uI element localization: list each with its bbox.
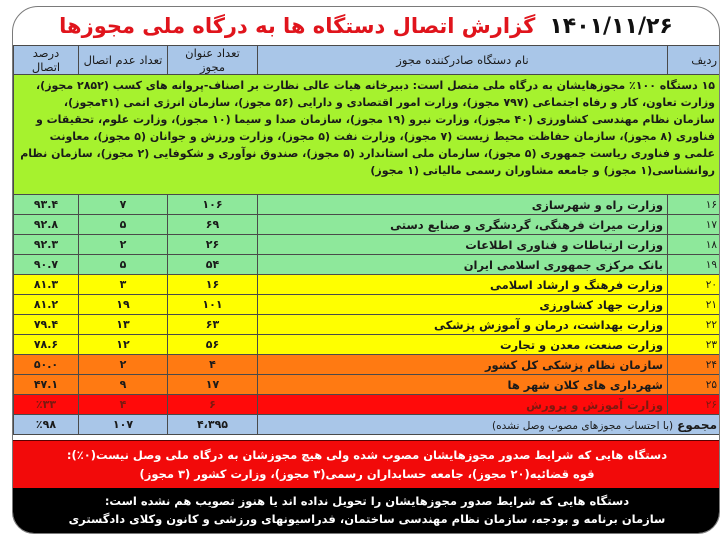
table-row	[14, 335, 720, 355]
table-header-row	[14, 46, 720, 75]
row-number-cell: ۲۴	[668, 355, 720, 375]
agency-name-cell: وزارت ارتباطات و فناوری اطلاعات	[258, 235, 668, 255]
zero-connected-note-heading: دستگاه هایی که شرایط صدور مجوزهایشان مصوب شده ولی هیچ مجوزشان به درگاه ملی وصل نیست(۰٪):	[66, 448, 668, 462]
percent-cell: ۹۳.۴	[14, 195, 79, 215]
pending-agencies-heading: دستگاه هایی که شرایط صدور مجوزهایشان را تحویل نداده اند یا هنوز تصویب هم نشده است:	[104, 494, 630, 508]
license-count-cell: ۶۹	[168, 215, 258, 235]
row-number-cell: ۱۶	[668, 195, 720, 215]
agency-name-cell: وزارت راه و شهرسازی	[258, 195, 668, 215]
row-number-cell: ۲۰	[668, 275, 720, 295]
pending-agencies-note	[13, 488, 720, 534]
license-count-cell: ۶۳	[168, 315, 258, 335]
not-connected-cell: ۲	[79, 355, 168, 375]
header-not-connected: تعداد عدم اتصال	[79, 46, 168, 75]
row-number-cell: ۲۲	[668, 315, 720, 335]
header-license-count: تعداد عنوان مجوز	[168, 46, 258, 75]
agency-name-cell: بانک مرکزی جمهوری اسلامی ایران	[258, 255, 668, 275]
not-connected-cell: ۱۳	[79, 315, 168, 335]
license-count-cell: ۱۰۱	[168, 295, 258, 315]
table-row	[14, 295, 720, 315]
license-count-cell: ۵۶	[168, 335, 258, 355]
license-count-total: ۴،۳۹۵	[168, 415, 258, 435]
header-agency-name: نام دستگاه صادرکننده مجوز	[258, 46, 668, 75]
table-row	[14, 255, 720, 275]
agency-name-cell: شهرداری های کلان شهر ها	[258, 375, 668, 395]
table-row	[14, 315, 720, 335]
zero-connected-note-list: قوه قضائیه(۲۰ مجوز)، جامعه حسابداران رسمی(۳ مجوز)، وزارت کشور (۳ مجوز)	[139, 467, 595, 481]
not-connected-cell: ۲	[79, 235, 168, 255]
percent-total: ٪۹۸	[14, 415, 79, 435]
row-number-cell: ۲۵	[668, 375, 720, 395]
total-label: مجموع	[677, 417, 717, 432]
total-row	[14, 415, 720, 435]
license-count-cell: ۴	[168, 355, 258, 375]
percent-cell: ۹۲.۸	[14, 215, 79, 235]
table-row	[14, 355, 720, 375]
not-connected-cell: ۱۹	[79, 295, 168, 315]
not-connected-cell: ۵	[79, 215, 168, 235]
connection-table	[13, 45, 720, 435]
report-date: ۱۴۰۱/۱۱/۲۶	[549, 13, 673, 39]
not-connected-cell: ۷	[79, 195, 168, 215]
agency-name-cell: وزارت جهاد کشاورزی	[258, 295, 668, 315]
agency-name-cell: وزارت فرهنگ و ارشاد اسلامی	[258, 275, 668, 295]
license-count-cell: ۲۶	[168, 235, 258, 255]
header-percent: درصد اتصال	[14, 46, 79, 75]
percent-cell: ۴۷.۱	[14, 375, 79, 395]
percent-cell: ٪۳۳	[14, 395, 79, 415]
zero-connected-note	[13, 440, 720, 488]
fully-connected-summary: ۱۵ دستگاه ۱۰۰٪ مجوزهایشان به درگاه ملی متصل است: دبیرخانه هیات عالی نظارت بر اصناف-پروانه های کسب (۲۸۵۲ مجوز)، وزارت تعاون، کار و رفاه اجتماعی (۷۹۷ مجوز)، وزارت امور اقتصادی و دارایی (۵۶ مجوز)، سازمان انرژی اتمی (۴۱مجوز)، سازمان نظام مهندسی کشاورزی (۴۰ مجوز)، وزارت نیرو (۱۹ مجوز)، سازمان صدا و سیما (۱۰ مجوز)، وزارت علوم، تحقیقات و فناوری (۸ مجوز)، سازمان حفاظت محیط زیست (۷ مجوز)، وزارت نفت (۵ مجوز)، وزارت ورزش و جوانان (۵ مجوز)، معاونت علمی و فناوری ریاست جمهوری (۵ مجوز)، سازمان ملی استاندارد (۵ مجوز)، صندوق نوآوری و شکوفایی (۲ مجوز)، سازمان نظام روانشناسی(۱ مجوز) و جامعه مشاوران رسمی مالیاتی (۱ مجوز)	[14, 75, 720, 195]
table-row	[14, 375, 720, 395]
percent-cell: ۵۰.۰	[14, 355, 79, 375]
row-number-cell: ۲۶	[668, 395, 720, 415]
report-title: گزارش اتصال دستگاه ها به درگاه ملی مجوزها	[59, 14, 536, 38]
not-connected-cell: ۳	[79, 275, 168, 295]
agency-name-cell: وزارت میراث فرهنگی، گردشگری و صنایع دستی	[258, 215, 668, 235]
not-connected-cell: ۵	[79, 255, 168, 275]
not-connected-total: ۱۰۷	[79, 415, 168, 435]
row-number-cell: ۱۸	[668, 235, 720, 255]
percent-cell: ۸۱.۲	[14, 295, 79, 315]
total-label-cell	[258, 415, 720, 435]
row-number-cell: ۲۱	[668, 295, 720, 315]
not-connected-cell: ۹	[79, 375, 168, 395]
table-row	[14, 195, 720, 215]
agency-name-cell: وزارت بهداشت، درمان و آموزش پزشکی	[258, 315, 668, 335]
license-count-cell: ۱۶	[168, 275, 258, 295]
total-note: (با احتساب مجوزهای مصوب وصل نشده)	[491, 419, 674, 432]
header-row-number: ردیف	[668, 46, 720, 75]
fully-connected-summary-row	[14, 75, 720, 195]
row-number-cell: ۱۷	[668, 215, 720, 235]
percent-cell: ۷۹.۴	[14, 315, 79, 335]
row-number-cell: ۲۳	[668, 335, 720, 355]
table-row	[14, 215, 720, 235]
not-connected-cell: ۴	[79, 395, 168, 415]
agency-name-cell: سازمان نظام پزشکی کل کشور	[258, 355, 668, 375]
license-count-cell: ۱۰۶	[168, 195, 258, 215]
percent-cell: ۹۲.۳	[14, 235, 79, 255]
agency-name-cell: وزارت صنعت، معدن و تجارت	[258, 335, 668, 355]
license-count-cell: ۵۴	[168, 255, 258, 275]
license-count-cell: ۱۷	[168, 375, 258, 395]
percent-cell: ۹۰.۷	[14, 255, 79, 275]
row-number-cell: ۱۹	[668, 255, 720, 275]
table-row	[14, 275, 720, 295]
table-row	[14, 395, 720, 415]
table-row	[14, 235, 720, 255]
report-title-bar	[13, 7, 719, 45]
percent-cell: ۷۸.۶	[14, 335, 79, 355]
report-frame	[12, 6, 720, 534]
license-count-cell: ۶	[168, 395, 258, 415]
agency-name-cell: وزارت آموزش و پرورش	[258, 395, 668, 415]
percent-cell: ۸۱.۳	[14, 275, 79, 295]
not-connected-cell: ۱۲	[79, 335, 168, 355]
pending-agencies-list: سازمان برنامه و بودجه، سازمان نظام مهندسی ساختمان، فدراسیونهای ورزشی و کانون وکلای دادگستری	[68, 512, 666, 526]
